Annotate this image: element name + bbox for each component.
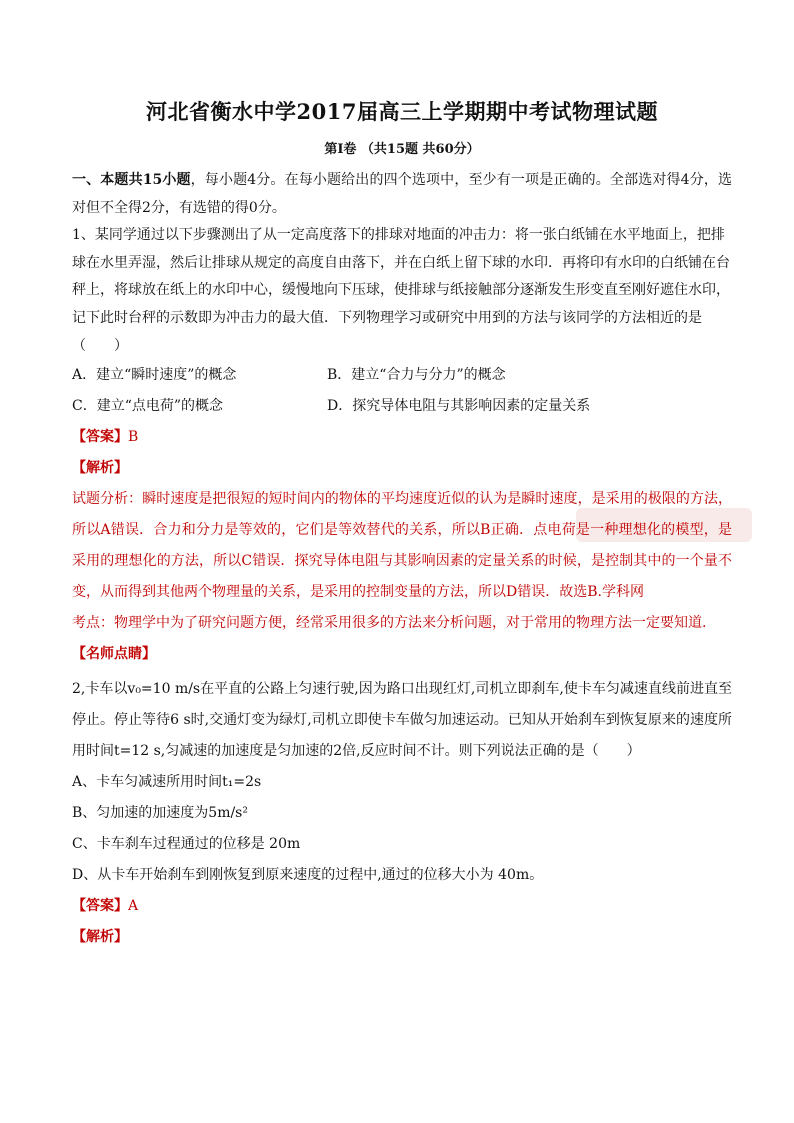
answer-value: B [128,429,139,446]
question-1-text: 1、某同学通过以下步骤测出了从一定高度落下的排球对地面的冲击力：将一张白纸铺在水平地面上，把排球在水里弄湿，然后让排球从规定的高度自由落下，并在白纸上留下球的水印．再将印有水印的白纸铺在台秤上，将球放在纸上的水印中心，缓慢地向下压球，使排球与纸接触部分逐渐发生形变直至刚好遮住水印，记下此时台秤的示数即为冲击力的最大值．下列物理学习或研究中用到的方法与该同学的方法相近的是（ ） [72,227,730,354]
question-1-option-b: B．建立“合力与分力”的概念 [327,367,506,384]
question-1-option-a: A．建立“瞬时速度”的概念 [72,367,237,384]
question-2-option-d: D、从卡车开始刹车到刚恢复到原来速度的过程中,通过的位移大小为 40m。 [72,867,544,884]
question-2-option-c: C、卡车刹车过程通过的位移是 20m [72,836,301,853]
answer-tag: 【答案】 [72,898,128,915]
question-1-options-row-2 [72,391,732,422]
section-head: 一、本题共15小题 [72,172,191,188]
question-1-kaodian: 考点：物理学中为了研究问题方便，经常采用很多的方法来分析问题，对于常用的物理方法一定要知道. [72,615,707,632]
question-1-analysis-tag: 【解析】 [72,460,128,477]
watermark-logo [574,500,754,550]
question-2-text: 2,卡车以v₀=10 m/s在平直的公路上匀速行驶,因为路口出现红灯,司机立即刹车,使卡车匀减速直线前进直至停止。停止等待6 s时,交通灯变为绿灯,司机立即使卡车做匀加速运动。已知从开始刹车到恢复原来的速度所用时间t=12 s,匀减速的加速度是匀加速的2倍,反应时间不计。则下列说法正确的是（ ） [72,681,732,760]
answer-value: A [128,898,139,915]
section-subtitle: 第I卷 （共15题 共60分） [324,142,480,157]
question-2-analysis-tag: 【解析】 [72,929,128,946]
question-1-analysis: 试题分析：瞬时速度是把很短的短时间内的物体的平均速度近似的认为是瞬时速度，是采用的极限的方法，所以A错误．合力和分力是等效的，它们是等效替代的关系，所以B正确．点电荷是一种理想化的模型，是采用的理想化的方法，所以C错误．探究导体电阻与其影响因素的定量关系的时候，是控制其中的一个量不变，从而得到其他两个物理量的关系，是采用的控制变量的方法，所以D错误．故选B.学科网 [72,491,732,601]
answer-tag: 【答案】 [72,429,128,446]
section-rest: ，每小题4分。在每小题给出的四个选项中，至少有一项是正确的。全部选对得4分，选对但不全得2分，有选错的得0分。 [72,172,733,216]
question-1-answer [72,422,732,453]
question-1-options-row-1 [72,360,732,391]
question-2-option-b: B、匀加速的加速度为5m/s² [72,805,248,822]
section-instructions [72,167,732,222]
question-2-option-a: A、卡车匀减速所用时间t₁=2s [72,774,262,791]
page-title: 河北省衡水中学2017届高三上学期期中考试物理试题 [146,99,658,124]
question-1-option-d: D．探究导体电阻与其影响因素的定量关系 [327,398,591,415]
question-1-tips-tag: 【名师点睛】 [72,646,156,663]
question-1-option-c: C．建立“点电荷”的概念 [72,398,224,415]
question-2-answer [72,891,732,922]
